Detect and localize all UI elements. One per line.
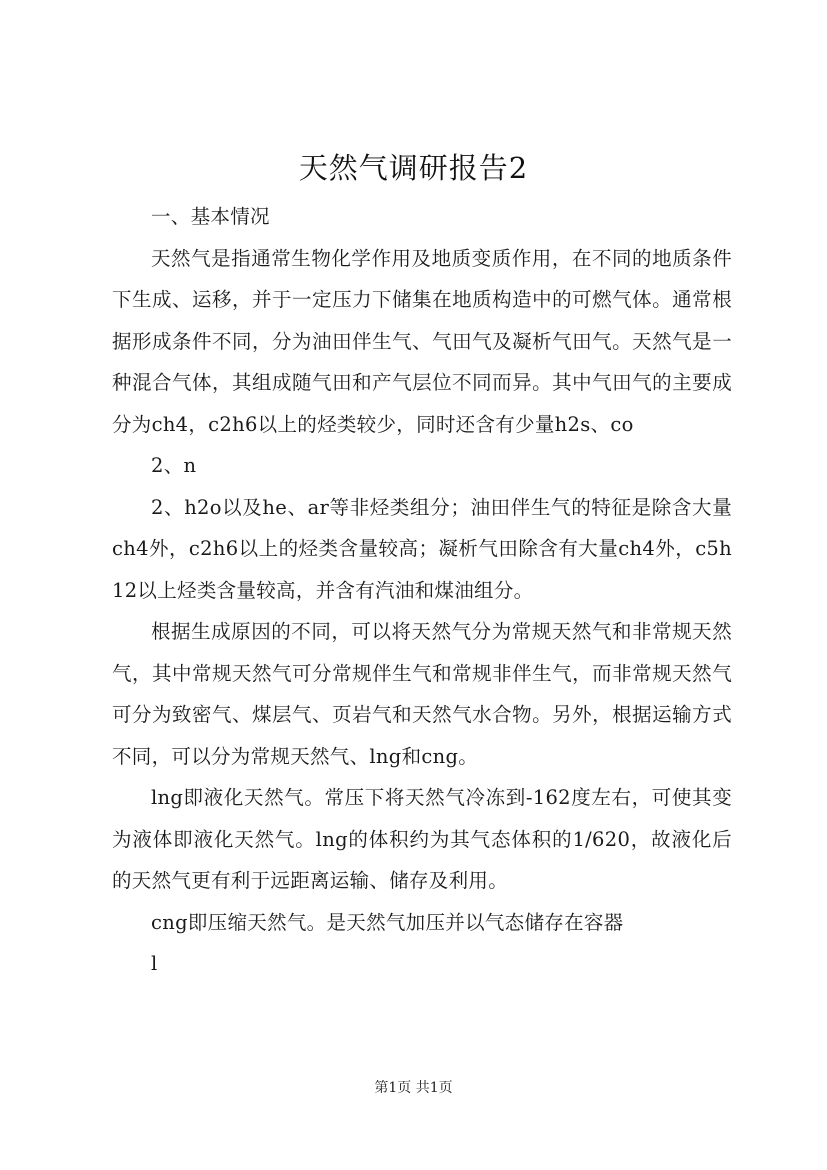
document-title: 天然气调研报告2 [298,151,529,185]
paragraph: 天然气是指通常生物化学作用及地质变质作用，在不同的地质条件下生成、运移，并于一定压力下储集在地质构造中的可燃气体。通常根据形成条件不同，分为油田伴生气、气田气及凝析气田气。天然气是一种混合气体，其组成随气田和产气层位不同而异。其中气田气的主要成分为ch4，c2h6以上的烃类较少，同时还含有少量h2s、co [112,246,732,436]
paragraph: lng即液化天然气。常压下将天然气冷冻到-162度左右，可使其变为液体即液化天然气。lng的体积约为其气态体积的1/620，故液化后的天然气更有利于远距离运输、储存及利用。 [112,786,732,892]
document-body [112,196,732,985]
page-number-footer: 第1页 共1页 [374,1080,453,1096]
paragraph: 2、h2o以及he、ar等非烃类组分；油田伴生气的特征是除含大量ch4外，c2h6以上的烃类含量较高；凝析气田除含有大量ch4外，c5h12以上烃类含量较高，并含有汽油和煤油组分。 [112,495,732,602]
paragraph: l [151,952,158,975]
paragraph: 根据生成原因的不同，可以将天然气分为常规天然气和非常规天然气，其中常规天然气可分常规伴生气和常规非伴生气，而非常规天然气可分为致密气、煤层气、页岩气和天然气水合物。另外，根据运输方式不同，可以分为常规天然气、lng和cng。 [112,620,732,768]
paragraph: cng即压缩天然气。是天然气加压并以气态储存在容器 [151,910,624,934]
section-heading: 一、基本情况 [151,205,270,228]
paragraph: 2、n [151,454,197,477]
